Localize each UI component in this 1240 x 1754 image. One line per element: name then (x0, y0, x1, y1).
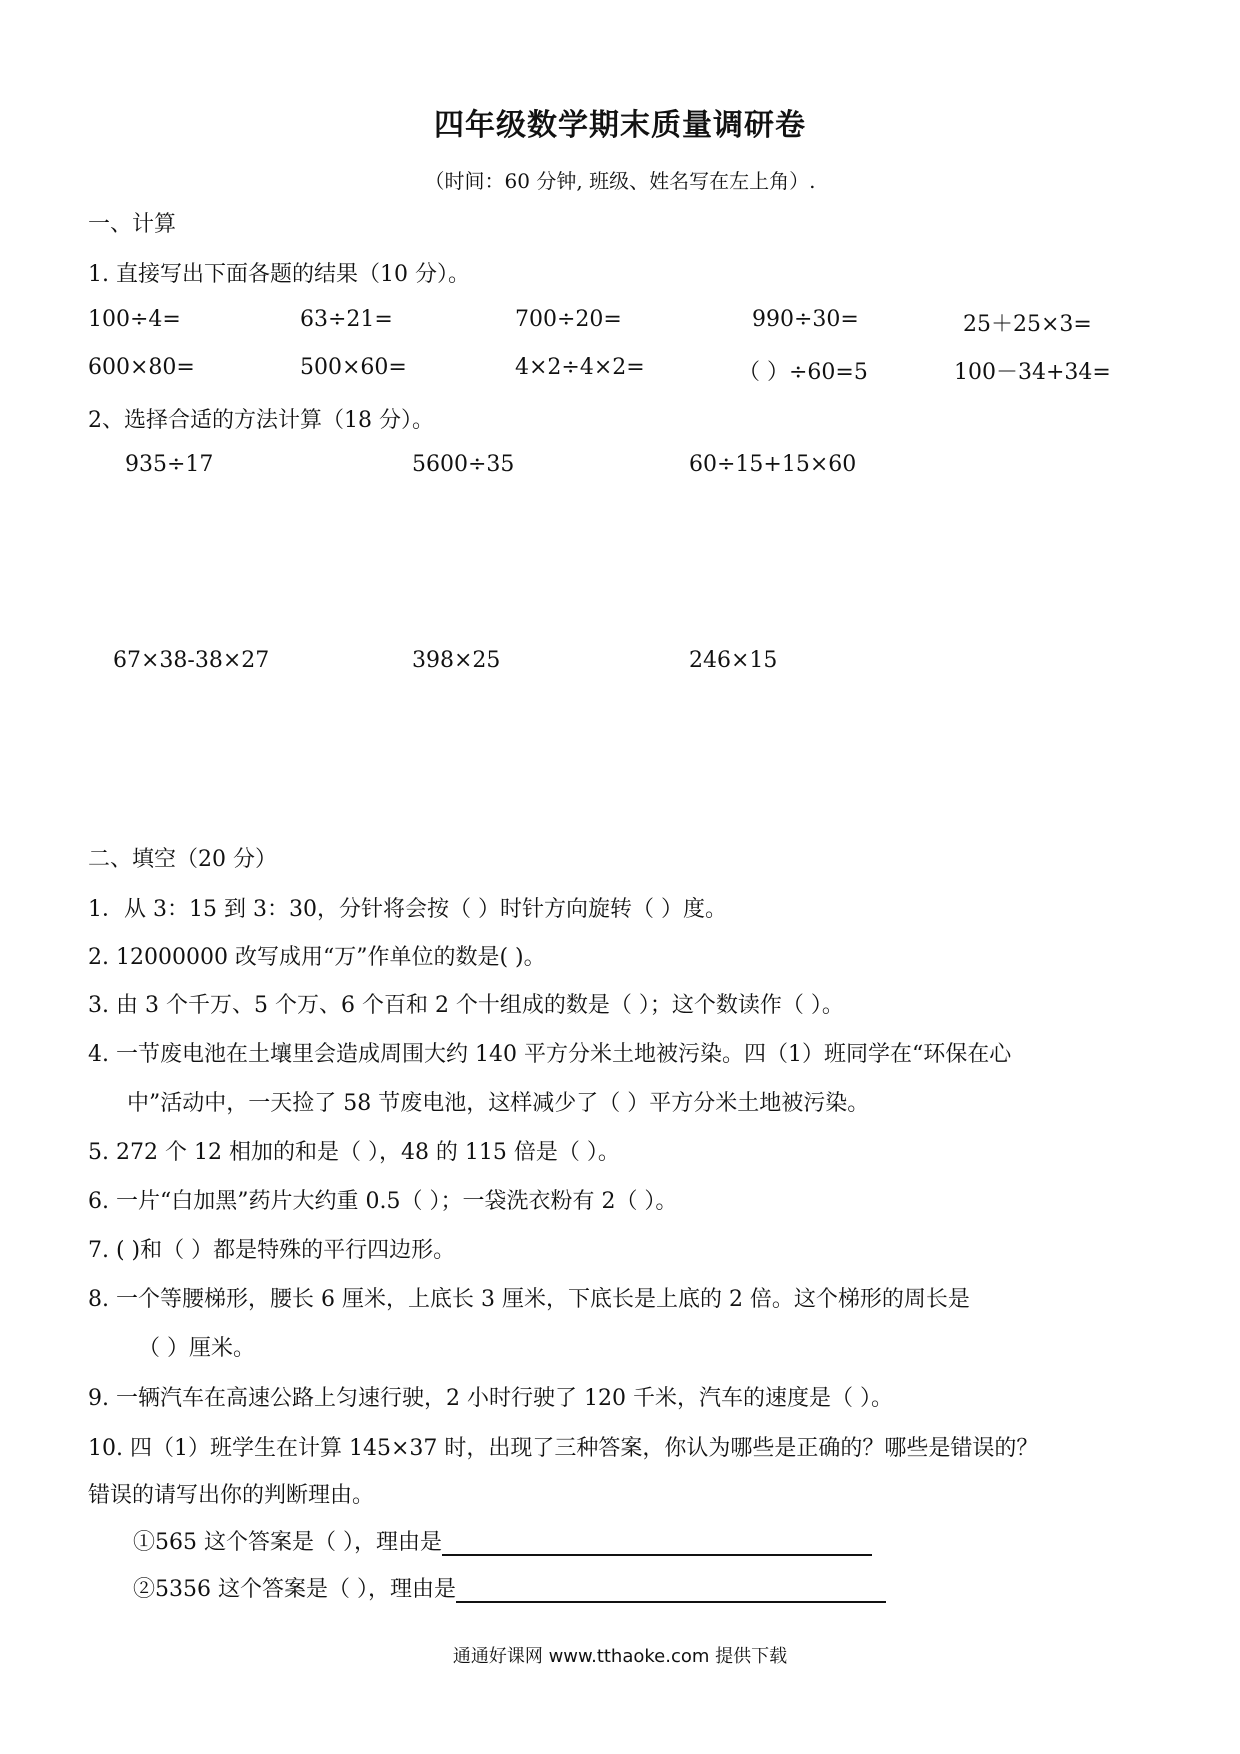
q10-option-2 (133, 1572, 886, 1603)
q2-r1-c3: 60÷15+15×60 (689, 452, 857, 477)
fill-q8-line2: （ ）厘米。 (138, 1336, 255, 1361)
fill-q4-line2: 中”活动中，一天捡了 58 节废电池，这样减少了（ ）平方分米土地被污染。 (127, 1091, 870, 1116)
q1-r1-c3: 700÷20= (515, 307, 622, 332)
q1-r1-c4: 990÷30= (752, 307, 859, 332)
fill-q2: 2. 12000000 改写成用“万”作单位的数是( )。 (88, 945, 546, 970)
q1-r2-c1: 600×80= (88, 355, 195, 380)
exam-instructions: （时间：60 分钟, 班级、姓名写在左上角）. (424, 169, 816, 193)
fill-q7: 7. ( )和（ ）都是特殊的平行四边形。 (88, 1238, 456, 1263)
q2-r2-c1: 67×38-38×27 (113, 648, 270, 673)
reason-line-1[interactable] (442, 1530, 872, 1556)
q1-r1-c1: 100÷4= (88, 307, 181, 332)
section1-heading: 一、计算 (88, 212, 177, 237)
section2-heading: 二、填空（20 分） (88, 847, 277, 872)
fill-q6: 6. 一片“白加黑”药片大约重 0.5（ ）；一袋洗衣粉有 2（ ）。 (88, 1189, 678, 1214)
fill-q5: 5. 272 个 12 相加的和是（ ），48 的 115 倍是（ ）。 (88, 1140, 620, 1165)
q2-r2-c3: 246×15 (689, 648, 778, 673)
footer-credit: 通通好课网 www.tthaoke.com 提供下载 (452, 1646, 788, 1667)
q1-r1-c5: 25＋25×3= (963, 312, 1092, 337)
fill-q8-line1: 8. 一个等腰梯形，腰长 6 厘米，上底长 3 厘米，下底长是上底的 2 倍。这个梯形的周长是 (88, 1287, 970, 1312)
q10-option-1 (133, 1525, 872, 1556)
q1-r2-c3: 4×2÷4×2= (515, 355, 645, 380)
q2-r1-c2: 5600÷35 (412, 452, 515, 477)
q2-r2-c2: 398×25 (412, 648, 501, 673)
fill-q9: 9. 一辆汽车在高速公路上匀速行驶，2 小时行驶了 120 千米，汽车的速度是（ ）。 (88, 1386, 893, 1411)
q2-label: 2、选择合适的方法计算（18 分）。 (88, 408, 434, 433)
q10-option-2-text: ②5356 这个答案是（ ），理由是 (133, 1577, 456, 1602)
q1-r1-c2: 63÷21= (300, 307, 393, 332)
fill-q3: 3. 由 3 个千万、5 个万、6 个百和 2 个十组成的数是（ ）；这个数读作（ ）。 (88, 993, 844, 1018)
fill-q4-line1: 4. 一节废电池在土壤里会造成周围大约 140 平方分米土地被污染。四（1）班同学在“环保在心 (88, 1042, 1012, 1067)
fill-q10-line2: 错误的请写出你的判断理由。 (88, 1483, 375, 1508)
fill-q1: 1．从 3：15 到 3：30，分针将会按（ ）时针方向旋转（ ）度。 (88, 897, 727, 922)
q1-r2-c2: 500×60= (300, 355, 407, 380)
fill-q10-line1: 10. 四（1）班学生在计算 145×37 时，出现了三种答案，你认为哪些是正确的？哪些是错误的？ (88, 1436, 1039, 1461)
page-title: 四年级数学期末质量调研卷 (434, 108, 806, 143)
q10-option-1-text: ①565 这个答案是（ ），理由是 (133, 1530, 442, 1555)
reason-line-2[interactable] (456, 1577, 886, 1603)
q2-r1-c1: 935÷17 (125, 452, 214, 477)
q1-r2-c5: 100－34+34= (954, 360, 1111, 385)
q1-r2-c4: （ ）÷60=5 (738, 360, 868, 385)
q1-label: 1. 直接写出下面各题的结果（10 分）。 (88, 262, 470, 287)
